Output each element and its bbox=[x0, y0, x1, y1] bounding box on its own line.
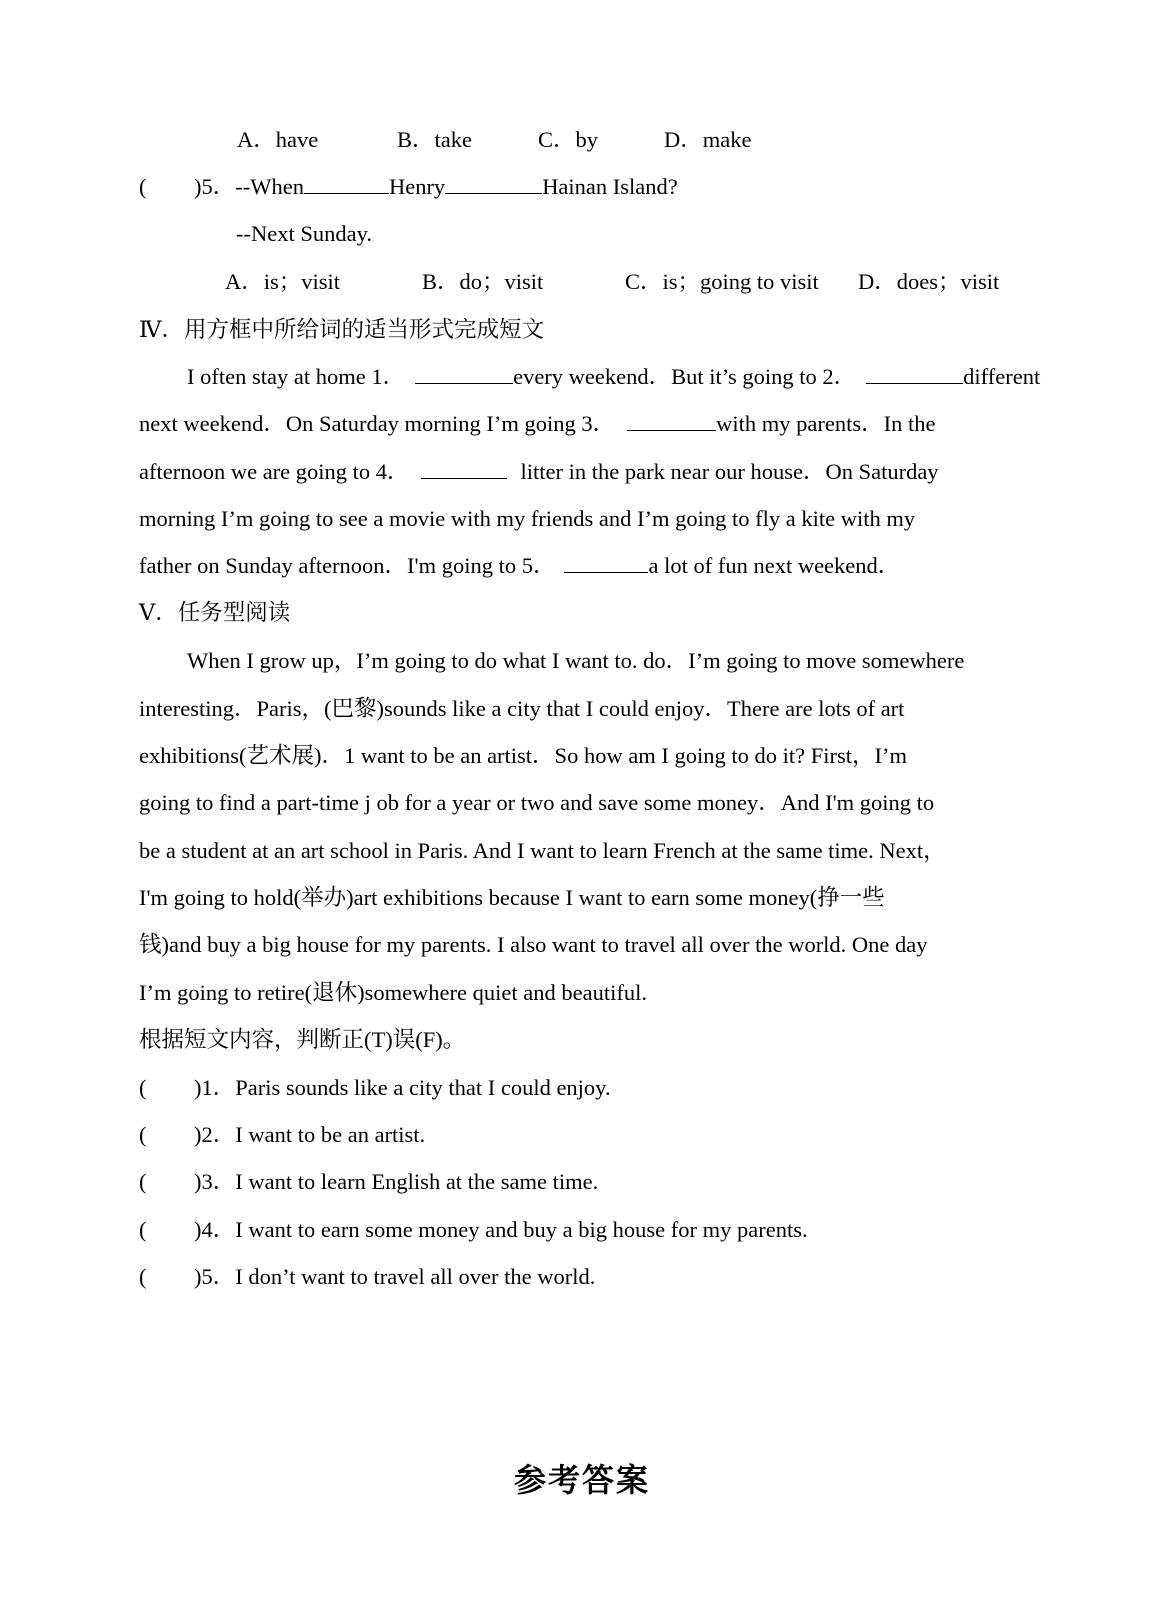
passage-line-2: interesting．Paris，(巴黎)sounds like a city that I could enjoy．There are lots of art bbox=[139, 696, 905, 721]
q4-option-d: D．make bbox=[664, 127, 752, 152]
q5-blank-1 bbox=[304, 174, 389, 194]
section4-line-5 bbox=[139, 553, 900, 579]
section4-heading: Ⅳ．用方框中所给词的适当形式完成短文 bbox=[139, 317, 544, 342]
q5-blank-2 bbox=[445, 174, 542, 194]
q5-option-c: C．is；going to visit bbox=[625, 269, 819, 294]
passage-line-3: exhibitions(艺术展)．1 want to be an artist．So how am I going to do it? First，I’m bbox=[139, 743, 908, 768]
q5-option-a: A．is；visit bbox=[225, 269, 341, 294]
tf-item-5-paren: ( bbox=[139, 1264, 147, 1289]
tf-item-3: )3．I want to learn English at the same time. bbox=[194, 1169, 599, 1194]
tf-item-4-paren: ( bbox=[139, 1217, 147, 1242]
tf-item-1-paren: ( bbox=[139, 1075, 147, 1100]
tf-item-2-paren: ( bbox=[139, 1122, 147, 1147]
passage-line-8: I’m going to retire(退休)somewhere quiet and beautiful. bbox=[139, 980, 647, 1005]
passage-line-5: be a student at an art school in Paris. And I want to learn French at the same time. Next， bbox=[139, 838, 946, 863]
tf-item-3-paren: ( bbox=[139, 1169, 147, 1194]
q5-option-b: B．do；visit bbox=[422, 269, 544, 294]
section4-line-4: morning I’m going to see a movie with my friends and I’m going to fly a kite with my bbox=[139, 506, 916, 531]
passage-line-1: When I grow up，I’m going to do what I want to. do．I’m going to move somewhere bbox=[187, 648, 965, 673]
s4-blank-5 bbox=[564, 553, 648, 573]
s4-blank-2 bbox=[866, 364, 963, 384]
tf-item-1: )1．Paris sounds like a city that I could enjoy. bbox=[194, 1075, 611, 1100]
q5-question bbox=[194, 174, 678, 200]
s4-l1-a: I often stay at home 1． bbox=[187, 364, 406, 389]
passage-line-4: going to find a part-time j ob for a year or two and save some money．And I'm going to bbox=[139, 790, 935, 815]
section5-heading: Ⅴ．任务型阅读 bbox=[139, 600, 291, 625]
section4-line-3 bbox=[139, 459, 939, 485]
s4-l1-b: every weekend．But it’s going to 2． bbox=[513, 364, 857, 389]
s4-blank-4 bbox=[421, 459, 507, 479]
section4-line-1 bbox=[187, 364, 1040, 390]
s4-l5-b: a lot of fun next weekend． bbox=[648, 553, 901, 578]
s4-l3-a: afternoon we are going to 4． bbox=[139, 459, 410, 484]
q5-text-end: Hainan Island? bbox=[542, 174, 678, 199]
q5-reply: --Next Sunday. bbox=[236, 221, 373, 246]
tf-instruction: 根据短文内容，判断正(T)误(F)。 bbox=[139, 1027, 466, 1052]
answers-title: 参考答案 bbox=[513, 1461, 650, 1499]
s4-l2-b: with my parents．In the bbox=[716, 411, 936, 436]
tf-item-4: )4．I want to earn some money and buy a big house for my parents. bbox=[194, 1217, 808, 1242]
s4-l3-b: litter in the park near our house．On Saturday bbox=[520, 459, 939, 484]
q4-option-c: C．by bbox=[538, 127, 599, 152]
q5-text-mid: Henry bbox=[388, 174, 446, 199]
tf-item-2: )2．I want to be an artist. bbox=[194, 1122, 426, 1147]
s4-l2-a: next weekend．On Saturday morning I’m going 3． bbox=[139, 411, 616, 436]
passage-line-7: 钱)and buy a big house for my parents. I also want to travel all over the world. One day bbox=[139, 932, 928, 957]
s4-l5-a: father on Sunday afternoon．I'm going to 5． bbox=[139, 553, 556, 578]
passage-line-6: I'm going to hold(举办)art exhibitions because I want to earn some money(挣一些 bbox=[139, 885, 885, 910]
q4-option-b: B．take bbox=[397, 127, 472, 152]
q5-text-start: )5．--When bbox=[194, 174, 304, 199]
q5-option-d: D．does；visit bbox=[858, 269, 1000, 294]
tf-item-5: )5．I don’t want to travel all over the world. bbox=[194, 1264, 596, 1289]
q4-option-a: A．have bbox=[237, 127, 319, 152]
section4-line-2 bbox=[139, 411, 936, 437]
s4-blank-3 bbox=[627, 411, 716, 431]
s4-blank-1 bbox=[415, 364, 513, 384]
s4-l1-c: different bbox=[963, 364, 1041, 389]
q5-paren: ( bbox=[139, 174, 147, 199]
